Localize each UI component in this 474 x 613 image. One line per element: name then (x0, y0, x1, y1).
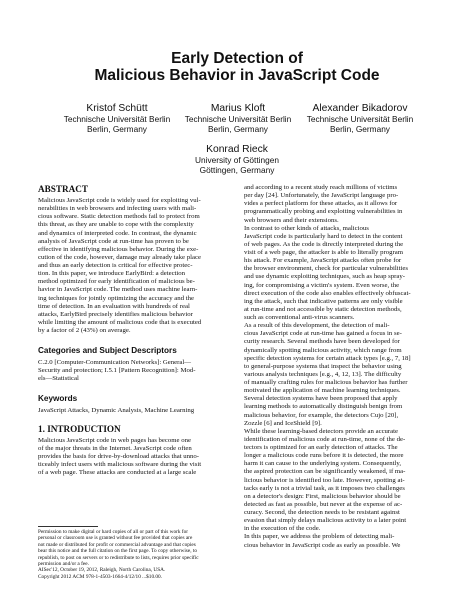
footnote-line: bear this notice and the full citation on the first page. To copy otherwise, to (38, 548, 197, 555)
abstract-line: nerabilities in web browsers and infecting users with mali- (38, 205, 197, 213)
body-line: on a detector's design: First, malicious behavior should be (244, 492, 401, 500)
body-line: curity research. Several methods have been developed for (244, 338, 400, 346)
author-block (62, 103, 172, 134)
body-line: the browser environment, check for particular vulnerabilities (244, 265, 409, 273)
abstract-line: by a factor of 2 (43%) on average. (38, 327, 131, 334)
body-line: identification of malicious code at run-time, none of the de- (244, 435, 406, 443)
body-line: tectors is optimized for an early detection of attacks. The (244, 444, 398, 451)
body-line: direct execution of the code also enables effectively obfuscat- (244, 289, 411, 297)
intro-heading: 1. INTRODUCTION (38, 423, 121, 434)
keywords-text: JavaScript Attacks, Dynamic Analysis, Machine Learning (38, 406, 195, 414)
footnote-line: Permission to make digital or hard copies of all or part of this work for (38, 529, 189, 535)
body-line: at run-time and not accessible by static detection methods, (244, 305, 402, 313)
body-line: dynamically spotting malicious activity, which range from (244, 346, 402, 354)
footnote-line: not made or distributed for profit or commercial advantage and that copies (38, 541, 196, 548)
left-column (38, 184, 235, 477)
body-line: ing the attack, such that indicative patterns are only visible (244, 297, 403, 305)
author-affiliation: University of Göttingen (195, 155, 279, 165)
author-name: Alexander Bikadorov (312, 103, 408, 114)
body-line: tacks early is not a trivial task, as it imposes two challenges (244, 484, 405, 492)
intro-line: Malicious JavaScript code in web pages has become one (38, 436, 191, 444)
abstract-line: analysis of JavaScript code at run-time has proven to be (38, 237, 189, 245)
body-line: such as conventional anti-virus scanners. (244, 314, 355, 321)
intro-body (38, 437, 235, 478)
body-line: While these learning-based detectors provide an accurate (244, 427, 399, 435)
categories-line: els—Statistical (38, 375, 79, 383)
body-line: longer a malicious code runs before it is detected, the more (244, 452, 404, 460)
abstract-heading: ABSTRACT (38, 184, 89, 194)
body-line: in the execution of the code. (244, 525, 321, 533)
author-block (182, 144, 292, 175)
author-affiliation: Technische Universität Berlin (306, 114, 414, 124)
author-block (183, 103, 293, 134)
categories-line: C.2.0 [Computer-Communication Networks]: General— (38, 359, 192, 367)
intro-line: ticeably infect users with malicious software during the visit (38, 461, 202, 468)
copyright-footnote (38, 529, 238, 580)
body-line: malicious behavior, for example, the detectors Cujo [20], (244, 411, 399, 419)
body-line: and according to a recent study reach millions of victims (244, 184, 398, 191)
body-line: harm it can cause to the underlying system. Consequently, (244, 460, 402, 468)
body-line: Several detection systems have been proposed that apply (244, 395, 398, 403)
abstract-line: and dynamics of interpreted code. In contrast, the dynamic (38, 229, 197, 237)
abstract-line: effective in identifying malicious behavior. During the exe- (38, 245, 199, 253)
body-line: motivated the application of machine learning techniques. (244, 387, 401, 395)
body-line: the aspired protection can be significantly weakened, if ma- (244, 468, 406, 476)
abstract-line: and thus an early detection is critical for effective protec- (38, 262, 193, 269)
footnote-line: republish, to post on servers or to redistribute to lists, requires prior specific (38, 554, 199, 561)
author-affiliation: Technische Universität Berlin (63, 114, 171, 124)
body-line: evasion that simply delays malicious activity to a later point (244, 517, 407, 525)
author-location: Berlin, Germany (330, 123, 390, 134)
footnote-line: AISec'12, October 19, 2012, Raleigh, North Carolina, USA. (38, 567, 166, 574)
body-line: of manually crafting rules for malicious behavior has further (244, 379, 408, 386)
categories-body (38, 359, 235, 383)
body-line: curacy. Second, the detection needs to be resistant against (244, 509, 400, 516)
body-line: per day [24]. Unfortunately, the JavaScript language pro- (244, 192, 399, 200)
author-name: Konrad Rieck (206, 144, 268, 155)
body-line: cious JavaScript code at run-time has gained a focus in se- (244, 330, 402, 338)
keywords-heading: Keywords (38, 393, 78, 403)
body-line: programmatically probing and exploiting vulnerabilities in (244, 208, 403, 216)
abstract-line: ing techniques for jointly optimizing the accuracy and the (38, 294, 194, 302)
abstract-line: while limiting the amount of malicious code that is executed (38, 318, 202, 326)
footnote-rule (38, 526, 98, 527)
body-line: cious behavior in JavaScript code as early as possible. We (244, 541, 401, 549)
body-line: In contrast to other kinds of attacks, malicious (244, 224, 369, 232)
body-line: detected as fast as possible, but never at the expense of ac- (244, 500, 403, 508)
footnote-line: Copyright 2012 ACM 978-1-4503-1664-4/12/10 ...$10.00. (38, 573, 163, 580)
intro-line: of a web page. These attacks are conducted at a large scale (38, 469, 197, 477)
body-line: vides a perfect platform for these attacks, as it allows for (244, 200, 398, 208)
body-line: As a result of this development, the detection of mali- (244, 322, 390, 330)
body-line: JavaScript code is particularly hard to detect in the content (244, 232, 403, 240)
abstract-line: time of detection. In an evaluation with hundreds of real (38, 302, 190, 310)
author-affiliation: Technische Universität Berlin (184, 114, 292, 124)
body-line: various analysis techniques [e.g., 4, 12, 13]. The difficulty (244, 370, 402, 378)
abstract-line: this threat, as they are unable to cope with the complexity (38, 221, 194, 229)
right-column (244, 184, 442, 550)
title-line-1: Early Detection of (171, 50, 303, 67)
body-line: visit of a web page, the attacker is able to literally program (244, 249, 403, 256)
abstract-line: Malicious JavaScript code is widely used for exploiting vul- (38, 197, 201, 204)
body-line: to general-purpose systems that inspect the behavior using (244, 362, 402, 370)
body-line: learning methods to automatically distinguish benign from (244, 403, 403, 411)
author-location: Berlin, Germany (87, 123, 147, 134)
paper-title (0, 50, 474, 84)
abstract-line: cious software. Static detection methods fail to protect from (38, 213, 200, 221)
categories-line: Security and protection; I.5.1 [Pattern Recognition]: Mod- (38, 367, 196, 375)
footnote-line: permission and/or a fee. (38, 561, 89, 568)
abstract-line: tion. In this paper, we introduce EarlyBird: a detection (38, 270, 186, 278)
body-line: of web pages. As the code is directly interpreted during the (244, 240, 404, 248)
body-line: specific detection systems for certain attack types [e.g., 7, 18] (244, 354, 411, 362)
intro-line: provides the basis for drive-by-download attacks that unno- (38, 452, 200, 460)
body-line: web browsers and their extensions. (244, 216, 339, 224)
categories-heading: Categories and Subject Descriptors (38, 346, 177, 356)
intro-line: of the major threats in the Internet. JavaScript code often (38, 444, 192, 452)
author-block (301, 103, 419, 134)
footnote-line: personal or classroom use is granted without fee provided that copies are (38, 535, 193, 542)
body-line: Zozzle [6] and IceShield [9]. (244, 419, 322, 427)
abstract-line: method optimized for early identification of malicious be- (38, 278, 195, 286)
author-name: Kristof Schütt (86, 103, 148, 114)
body-line: licious behavior is identified too late. However, spotting at- (244, 476, 405, 484)
body-line: ing, for compromising a victim's system. Even worse, the (244, 281, 400, 289)
abstract-body (38, 197, 235, 335)
abstract-line: havior in JavaScript code. The method uses machine learn- (38, 286, 198, 294)
author-location: Göttingen, Germany (199, 164, 275, 175)
abstract-line: cution of the code, however, damage may already take place (38, 253, 201, 261)
title-line-2: Malicious Behavior in JavaScript Code (94, 67, 380, 84)
author-location: Berlin, Germany (208, 123, 268, 134)
author-name: Marius Kloft (210, 103, 266, 114)
body-line: In this paper, we address the problem of detecting mali- (244, 533, 395, 541)
body-line: and use dynamic exploiting techniques, such as heap spray- (244, 273, 406, 281)
abstract-line: attacks, EarlyBird precisely identifies malicious behavior (38, 310, 193, 318)
body-line: his attack. For example, JavaScript attacks often probe for (244, 257, 402, 265)
